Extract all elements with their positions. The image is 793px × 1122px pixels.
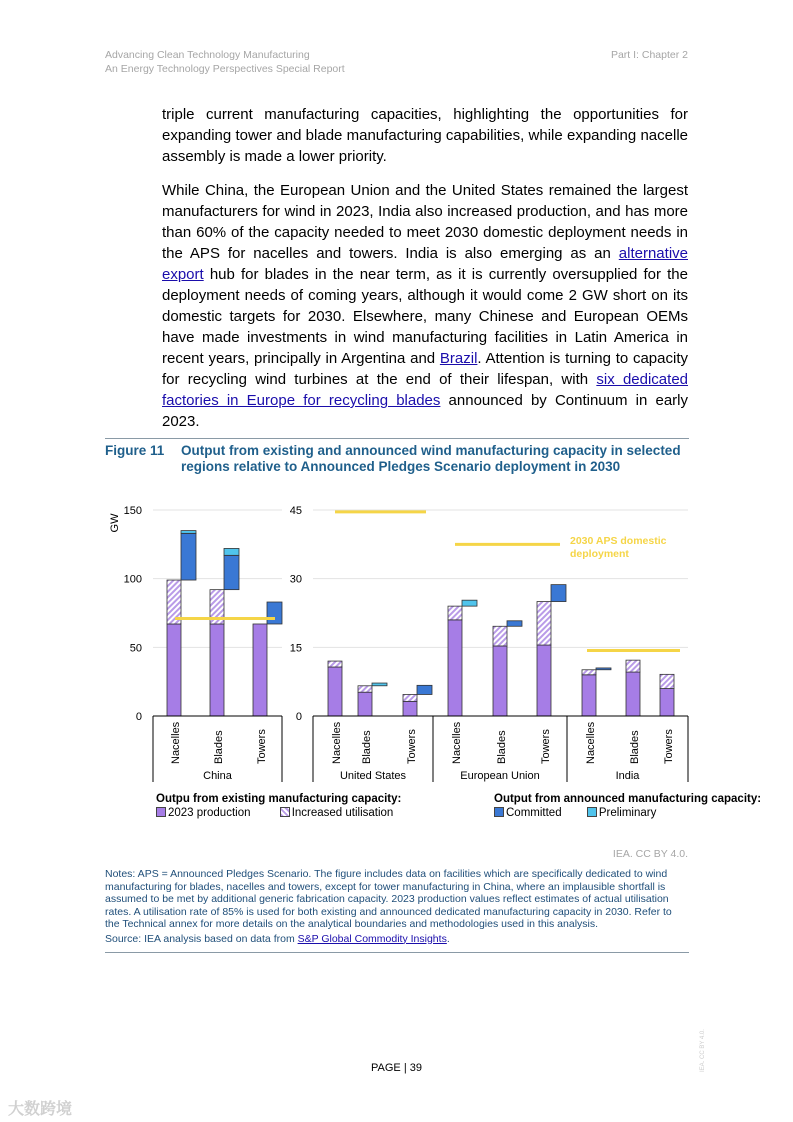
y-tick-label: 0 [135,711,142,723]
notes-text: Notes: APS = Announced Pledges Scenario. The figure includes data on facilities which are specifically dedicated to wind manufacturing for blades, nacelles and towers, except for tower manufacturing in China, where an implausible shortfall is assumed to be met by additional generic fabrication capacity. 2023 production values reflect estimates of actual utilisation rates. A utilisation rate of 85% is used for both existing and announced dedicated manufacturing capacity in 2030. Refer to the Technical annex for more details on the analytical boundaries and methodologies used in this analysis. [105,868,672,930]
report-subtitle: An Energy Technology Perspectives Special Report [105,63,345,75]
category-label: Towers [256,729,268,764]
running-header-right: Part I: Chapter 2 [610,49,688,61]
bar-increased-utilisation [537,602,551,645]
text: announced by Continuum in early 2023. [162,392,688,430]
region-label: India [615,770,640,782]
category-label: Towers [406,729,418,764]
link-sp-global[interactable]: S&P Global Commodity Insights [297,932,447,945]
region-label: China [203,770,232,782]
region-label: United States [339,770,407,782]
link-recycling-factories[interactable]: six dedicated factories in Europe for recycling blades [162,371,689,409]
y-tick-label: 100 [123,573,142,586]
legend-label: Preliminary [598,807,657,819]
y-axis-label: GW [109,513,121,533]
legend-label: 2023 production [168,807,251,819]
y-tick-label: 0 [295,711,302,723]
bar-2023-production [537,645,551,716]
bar-committed [417,685,432,694]
page-number: PAGE | 39 [371,1062,422,1074]
bar-preliminary [372,683,387,686]
swatch [587,807,597,817]
bar-preliminary [462,600,477,606]
legend-item-committed [494,807,562,819]
bar-committed [551,585,566,602]
category-label: Nacelles [585,721,597,764]
bar-increased-utilisation [493,626,507,646]
legend-item-increased [280,807,394,819]
aps-annotation-line2: deployment [570,548,629,560]
bar-2023-production [626,672,640,716]
bar-2023-production [358,692,372,716]
figure-notes [105,868,689,947]
legend-announced-title: Output from announced manufacturing capacity: [494,793,762,805]
figure-title: Output from existing and announced wind manufacturing capacity in selected regions relative to Announced Pledges Scenario deployment in 2030 [181,443,681,474]
bar-committed [181,533,196,580]
bar-2023-production [328,667,342,716]
bar-increased-utilisation [626,660,640,672]
category-label: Nacelles [451,721,463,764]
legend-announced [494,792,761,820]
y-tick-label: 15 [289,642,302,655]
bar-2023-production [253,624,267,716]
bar-2023-production [448,620,462,716]
bar-increased-utilisation [660,674,674,688]
bar-preliminary [224,548,239,555]
watermark: 大数跨境 [8,1101,73,1118]
y-tick-label: 150 [123,505,142,517]
bar-committed [507,621,522,626]
bar-increased-utilisation [328,661,342,667]
figure-bottom-rule [105,952,689,953]
y-tick-label: 50 [129,642,142,655]
swatch [156,807,166,817]
bar-committed [596,668,611,670]
category-label: Nacelles [170,721,182,764]
bar-preliminary [181,531,196,534]
bar-increased-utilisation [403,694,417,701]
bar-increased-utilisation [582,670,596,675]
bar-committed [224,555,239,589]
bar-committed [267,602,282,624]
text: While China, the European Union and the United States remained the largest manufacturers for wind in 2023, India also increased production, and has more than 60% of the capacity needed to meet 2030 domestic deployment needs in the APS for nacelles and towers. India is also emerging as an [162,182,688,262]
category-label: Blades [629,730,641,764]
text: . Attention is turning to capacity for recycling wind turbines at the end of their lifespan, with [162,350,688,388]
source-line [105,933,689,946]
legend-existing [156,792,401,820]
category-label: Blades [496,730,508,764]
bar-increased-utilisation [358,686,372,692]
report-title: Advancing Clean Technology Manufacturing [105,49,310,61]
bar-increased-utilisation [448,606,462,620]
legend-label: Increased utilisation [291,807,394,819]
bar-2023-production [582,675,596,716]
category-label: Blades [361,730,373,764]
bar-2023-production [210,624,224,716]
legend-item-preliminary [587,807,657,819]
legend-item-production [156,807,250,819]
y-tick-label: 30 [289,573,302,586]
figure-label: Figure 11 [105,443,165,458]
link-alternative-export[interactable]: alternative export [162,245,688,283]
category-label: Towers [663,729,675,764]
aps-annotation-line1: 2030 APS domestic [570,535,667,547]
link-brazil[interactable]: Brazil [439,350,478,367]
bar-2023-production [167,624,181,716]
legend-label: Committed [506,807,562,819]
region-label: European Union [460,770,540,782]
bar-2023-production [493,646,507,716]
bar-2023-production [403,701,417,716]
text: hub for blades in the near term, as it is currently oversupplied for the deployment needs of coming years, although it would come 2 GW short on its domestic targets for 2030. Elsewhere, many Chinese and European OEMs have made investments in wind manufacturing facilities in Latin America in recent years, principally in Argentina and [162,266,688,367]
paragraph-1: triple current manufacturing capacities, highlighting the opportunities for expanding tower and blade manufacturing capabilities, while expanding nacelle assembly is made a lower priority. [162,106,688,165]
text: Source: IEA analysis based on data from [105,932,298,945]
y-tick-label: 45 [289,505,302,517]
side-credit: IEA. CC BY 4.0. [700,1029,706,1072]
bar-2023-production [660,689,674,716]
text: . [446,932,450,945]
category-label: Blades [213,730,225,764]
legend-existing-title: Outpu from existing manufacturing capacity: [156,793,402,805]
category-label: Nacelles [331,721,343,764]
figure-credit: IEA. CC BY 4.0. [612,848,688,860]
swatch [494,807,504,817]
category-label: Towers [540,729,552,764]
swatch [280,807,290,817]
